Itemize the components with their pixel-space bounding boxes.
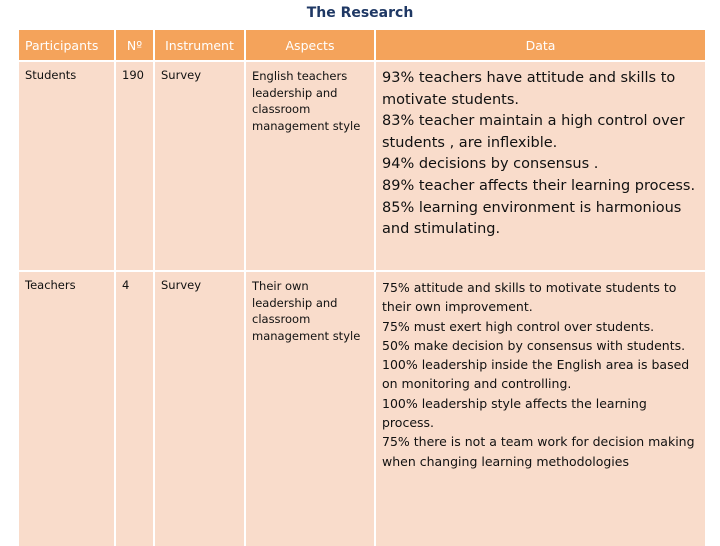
data-line: 93% teachers have attitude and skills to motivate students. <box>382 70 676 108</box>
data-line: 75% must exert high control over students. <box>382 318 655 334</box>
table-row <box>19 270 707 546</box>
page-title: The Research <box>306 5 414 21</box>
table-row <box>19 60 707 270</box>
data-line: 83% teacher maintain a high control over students , are inflexible. <box>382 113 685 151</box>
data-line: 100% leadership style affects the learning process. <box>382 395 647 431</box>
cell-participants: Teachers <box>19 270 116 546</box>
cell-aspects: English teachers leadership and classroom management style <box>246 60 376 270</box>
cell-data <box>376 60 707 270</box>
cell-participants: Students <box>19 60 116 270</box>
header-participants: Participants <box>19 30 116 60</box>
data-line: 94% decisions by consensus . <box>382 156 599 173</box>
header-data: Data <box>376 30 707 60</box>
header-instrument: Instrument <box>155 30 246 60</box>
cell-data <box>376 270 707 546</box>
cell-instrument: Survey <box>155 270 246 546</box>
header-aspects: Aspects <box>246 30 376 60</box>
cell-number: 4 <box>116 270 155 546</box>
data-line: 75% attitude and skills to motivate students to their own improvement. <box>382 280 677 315</box>
data-line: 75% there is not a team work for decision making when changing learning methodologies <box>382 434 695 469</box>
header-number: Nº <box>116 30 155 60</box>
research-table <box>19 30 707 546</box>
table-header-row <box>19 30 707 60</box>
cell-instrument: Survey <box>155 60 246 270</box>
data-line: 50% make decision by consensus with students. <box>382 337 686 353</box>
cell-aspects: Their own leadership and classroom management style <box>246 270 376 546</box>
data-line: 85% learning environment is harmonious and stimulating. <box>382 199 682 238</box>
cell-number: 190 <box>116 60 155 270</box>
data-line: 100% leadership inside the English area is based on monitoring and controlling. <box>382 357 690 392</box>
data-line: 89% teacher affects their learning process. <box>382 177 696 194</box>
